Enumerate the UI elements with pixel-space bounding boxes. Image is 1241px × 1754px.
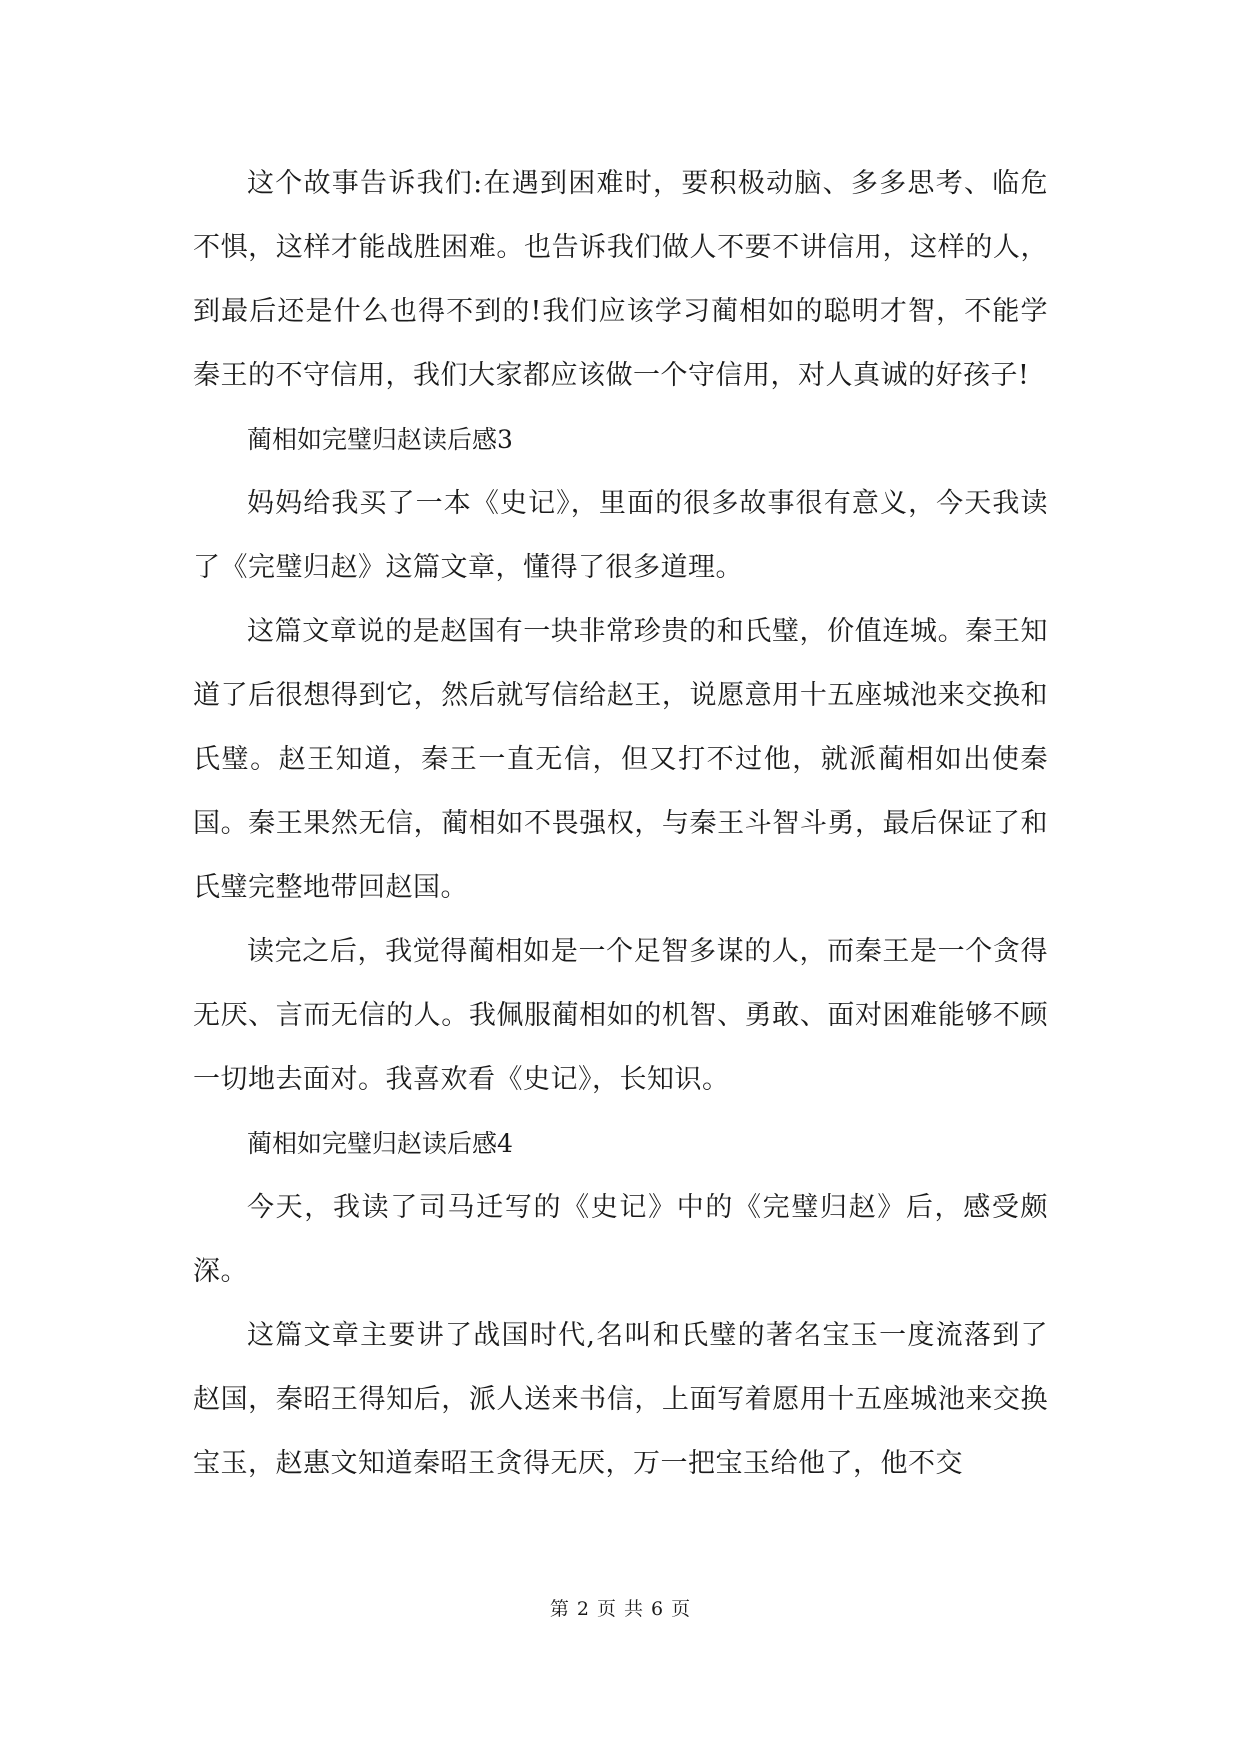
section-heading: 蔺相如完璧归赵读后感3	[247, 425, 513, 454]
page-number-footer: 第 2 页 共 6 页	[549, 1598, 692, 1620]
paragraph: 这篇文章主要讲了战国时代,名叫和氏璧的著名宝玉一度流落到了赵国，秦昭王得知后，派人送来书信，上面写着愿用十五座城池来交换宝玉，赵惠文知道秦昭王贪得无厌，万一把宝玉给他了，他不交	[193, 1320, 1048, 1479]
paragraph: 今天，我读了司马迁写的《史记》中的《完璧归赵》后，感受颇深。	[193, 1192, 1048, 1287]
document-body	[193, 152, 1048, 1496]
paragraph: 读完之后，我觉得蔺相如是一个足智多谋的人，而秦王是一个贪得无厌、言而无信的人。我佩服蔺相如的机智、勇敢、面对困难能够不顾一切地去面对。我喜欢看《史记》，长知识。	[193, 936, 1048, 1095]
paragraph: 这个故事告诉我们:在遇到困难时，要积极动脑、多多思考、临危不惧，这样才能战胜困难。也告诉我们做人不要不讲信用，这样的人，到最后还是什么也得不到的!我们应该学习蔺相如的聪明才智，不能学秦王的不守信用，我们大家都应该做一个守信用，对人真诚的好孩子!	[193, 168, 1048, 391]
paragraph: 妈妈给我买了一本《史记》，里面的很多故事很有意义，今天我读了《完璧归赵》这篇文章，懂得了很多道理。	[193, 488, 1048, 583]
section-heading: 蔺相如完璧归赵读后感4	[247, 1129, 513, 1158]
paragraph: 这篇文章说的是赵国有一块非常珍贵的和氏璧，价值连城。秦王知道了后很想得到它，然后就写信给赵王，说愿意用十五座城池来交换和氏璧。赵王知道，秦王一直无信，但又打不过他，就派蔺相如出使秦国。秦王果然无信，蔺相如不畏强权，与秦王斗智斗勇，最后保证了和氏璧完整地带回赵国。	[193, 616, 1048, 903]
